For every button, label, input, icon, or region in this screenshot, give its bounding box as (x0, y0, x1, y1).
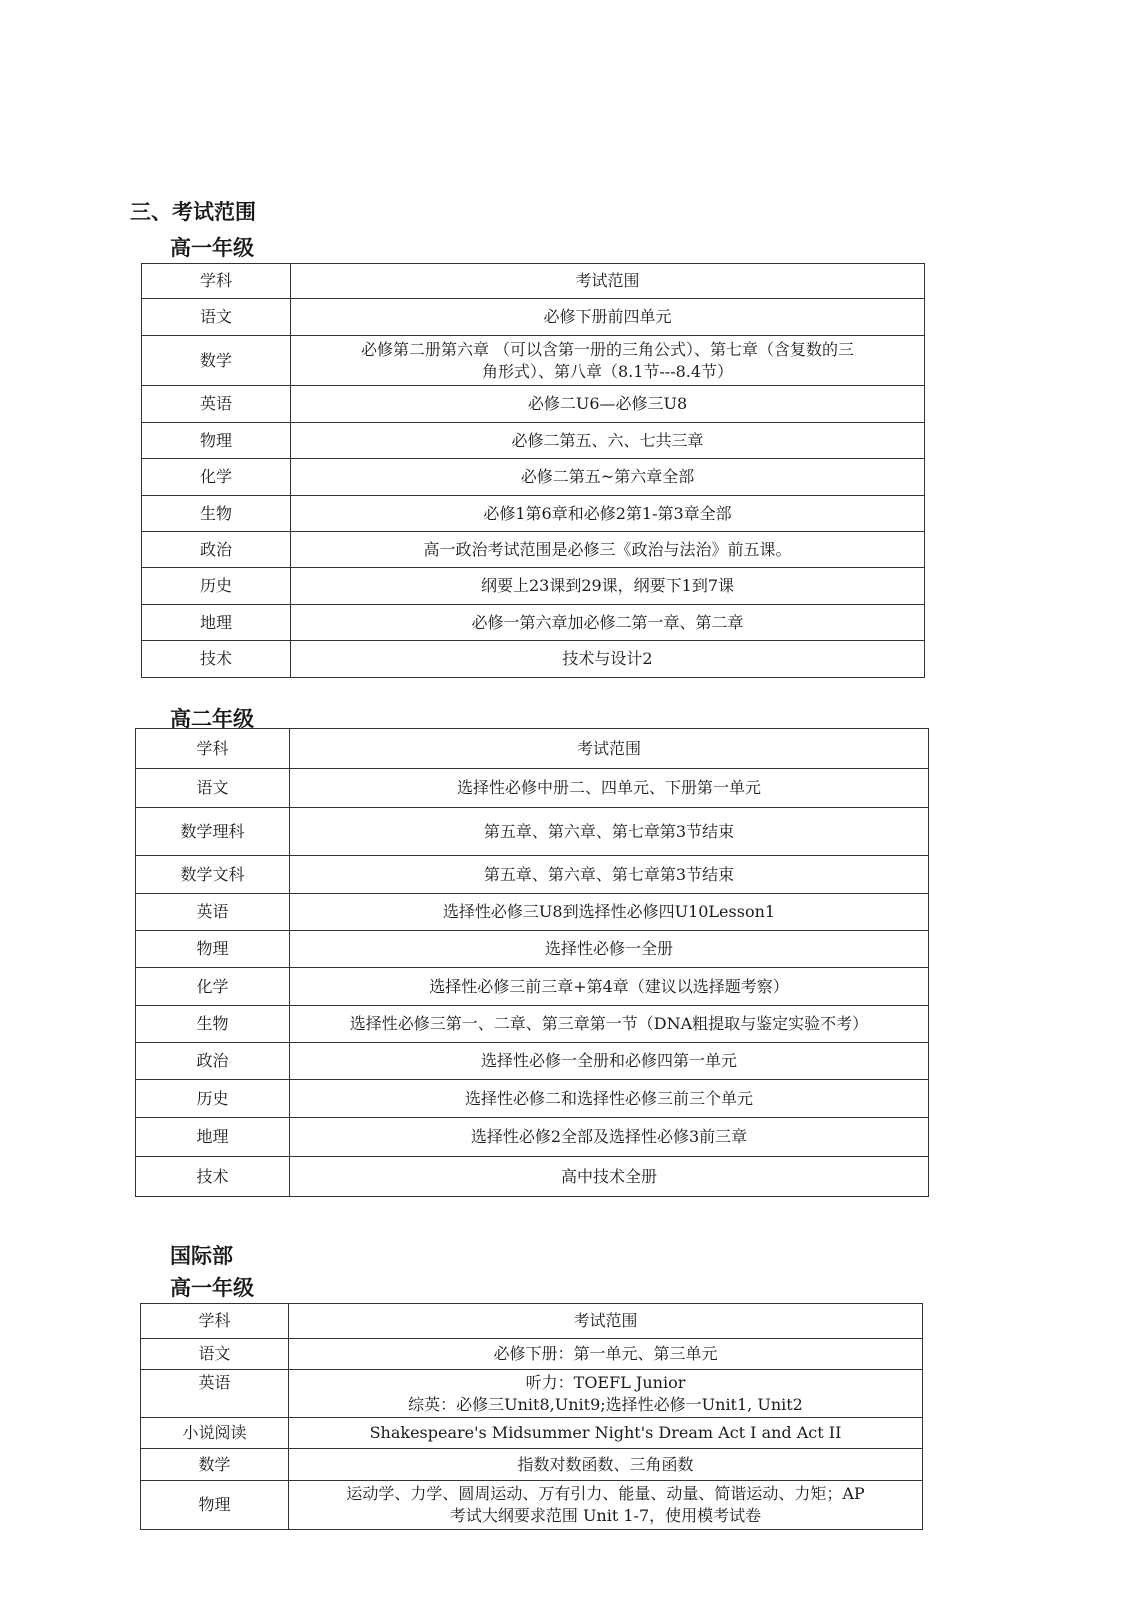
subject-cell: 数学 (141, 1449, 289, 1481)
subject-cell: 物理 (141, 1481, 289, 1530)
table-row (136, 1006, 929, 1043)
range-header: 考试范围 (289, 1304, 923, 1339)
subject-cell: 地理 (142, 605, 291, 641)
subject-cell: 地理 (136, 1118, 290, 1157)
section-title: 三、考试范围 (130, 200, 256, 224)
table-row (142, 423, 925, 459)
range-line: 考试大纲要求范围 Unit 1-7，使用模考试卷 (449, 1506, 762, 1525)
subject-cell: 技术 (136, 1157, 290, 1197)
subject-header: 学科 (136, 729, 290, 769)
table-row (136, 968, 929, 1006)
range-cell: Shakespeare's Midsummer Night's Dream Act I and Act II (289, 1418, 923, 1449)
subject-cell: 小说阅读 (141, 1418, 289, 1449)
subject-cell: 生物 (136, 1006, 290, 1043)
subject-header: 学科 (141, 1304, 289, 1339)
range-cell: 选择性必修2全部及选择性必修3前三章 (290, 1118, 929, 1157)
range-line: 必修第二册第六章 （可以含第一册的三角公式）、第七章（含复数的三 (360, 339, 855, 359)
range-cell (289, 1370, 923, 1418)
table-row (136, 1043, 929, 1080)
grade2-table (135, 728, 929, 1197)
subject-cell: 化学 (142, 459, 291, 496)
table-row (142, 641, 925, 678)
subject-cell: 语文 (141, 1339, 289, 1370)
subject-cell: 化学 (136, 968, 290, 1006)
subject-cell: 数学理科 (136, 808, 290, 856)
range-line: 综英：必修三Unit8,Unit9;选择性必修一Unit1, Unit2 (408, 1394, 803, 1414)
range-cell: 必修下册前四单元 (291, 299, 925, 336)
range-line: 角形式）、第八章（8.1节---8.4节） (481, 361, 734, 381)
table-header-row (142, 264, 925, 299)
range-cell: 必修一第六章加必修二第一章、第二章 (291, 605, 925, 641)
subject-cell: 历史 (142, 568, 291, 605)
table-row (136, 931, 929, 968)
table-row (136, 769, 929, 808)
intl-table (140, 1303, 923, 1530)
table-row (142, 568, 925, 605)
subject-cell: 物理 (142, 423, 291, 459)
table-row (136, 1118, 929, 1157)
range-cell: 必修二第五、六、七共三章 (291, 423, 925, 459)
subject-cell: 数学文科 (136, 856, 290, 894)
subject-cell: 政治 (142, 532, 291, 568)
table-header-row (136, 729, 929, 769)
range-cell: 必修下册：第一单元、第三单元 (289, 1339, 923, 1370)
table-row (136, 808, 929, 856)
table-row (141, 1481, 923, 1530)
subject-cell: 生物 (142, 496, 291, 532)
grade1-heading: 高一年级 (170, 236, 254, 260)
range-header: 考试范围 (291, 264, 925, 299)
table-row (141, 1339, 923, 1370)
range-cell: 选择性必修三前三章+第4章（建议以选择题考察） (290, 968, 929, 1006)
range-cell: 必修1第6章和必修2第1-第3章全部 (291, 496, 925, 532)
table-row (141, 1449, 923, 1481)
range-cell: 选择性必修一全册和必修四第一单元 (290, 1043, 929, 1080)
subject-cell: 英语 (136, 894, 290, 931)
table-row (142, 532, 925, 568)
table-row (142, 605, 925, 641)
range-line: 运动学、力学、圆周运动、万有引力、能量、动量、简谐运动、力矩；AP (346, 1484, 865, 1503)
range-cell: 选择性必修二和选择性必修三前三个单元 (290, 1080, 929, 1118)
grade1-table (141, 263, 925, 678)
range-header: 考试范围 (290, 729, 929, 769)
range-line: 听力：TOEFL Junior (525, 1372, 686, 1392)
subject-cell: 技术 (142, 641, 291, 678)
table-row (142, 299, 925, 336)
range-cell: 必修二第五~第六章全部 (291, 459, 925, 496)
range-cell: 第五章、第六章、第七章第3节结束 (290, 808, 929, 856)
subject-cell: 历史 (136, 1080, 290, 1118)
range-cell: 必修二U6—必修三U8 (291, 386, 925, 423)
range-cell: 选择性必修三第一、二章、第三章第一节（DNA粗提取与鉴定实验不考） (290, 1006, 929, 1043)
range-cell: 纲要上23课到29课，纲要下1到7课 (291, 568, 925, 605)
table-row (141, 1370, 923, 1418)
table-row (136, 856, 929, 894)
table-header-row (141, 1304, 923, 1339)
range-cell: 高中技术全册 (290, 1157, 929, 1197)
subject-cell: 数学 (142, 336, 291, 386)
range-cell (289, 1481, 923, 1530)
table-row (142, 496, 925, 532)
subject-cell: 物理 (136, 931, 290, 968)
table-row (136, 894, 929, 931)
range-cell: 第五章、第六章、第七章第3节结束 (290, 856, 929, 894)
subject-cell: 语文 (136, 769, 290, 808)
subject-cell: 英语 (142, 386, 291, 423)
subject-cell: 英语 (141, 1370, 289, 1418)
range-cell: 选择性必修三U8到选择性必修四U10Lesson1 (290, 894, 929, 931)
range-cell (291, 336, 925, 386)
table-row (141, 1418, 923, 1449)
range-cell: 选择性必修一全册 (290, 931, 929, 968)
intl-grade1-heading: 高一年级 (170, 1276, 254, 1300)
range-cell: 技术与设计2 (291, 641, 925, 678)
range-cell: 高一政治考试范围是必修三《政治与法治》前五课。 (291, 532, 925, 568)
table-row (142, 386, 925, 423)
intl-dept-heading: 国际部 (170, 1244, 233, 1268)
subject-header: 学科 (142, 264, 291, 299)
range-cell: 选择性必修中册二、四单元、下册第一单元 (290, 769, 929, 808)
range-cell: 指数对数函数、三角函数 (289, 1449, 923, 1481)
table-row (136, 1157, 929, 1197)
subject-cell: 政治 (136, 1043, 290, 1080)
table-row (136, 1080, 929, 1118)
grade2-heading: 高二年级 (170, 707, 254, 731)
table-row (142, 336, 925, 386)
table-row (142, 459, 925, 496)
subject-cell: 语文 (142, 299, 291, 336)
